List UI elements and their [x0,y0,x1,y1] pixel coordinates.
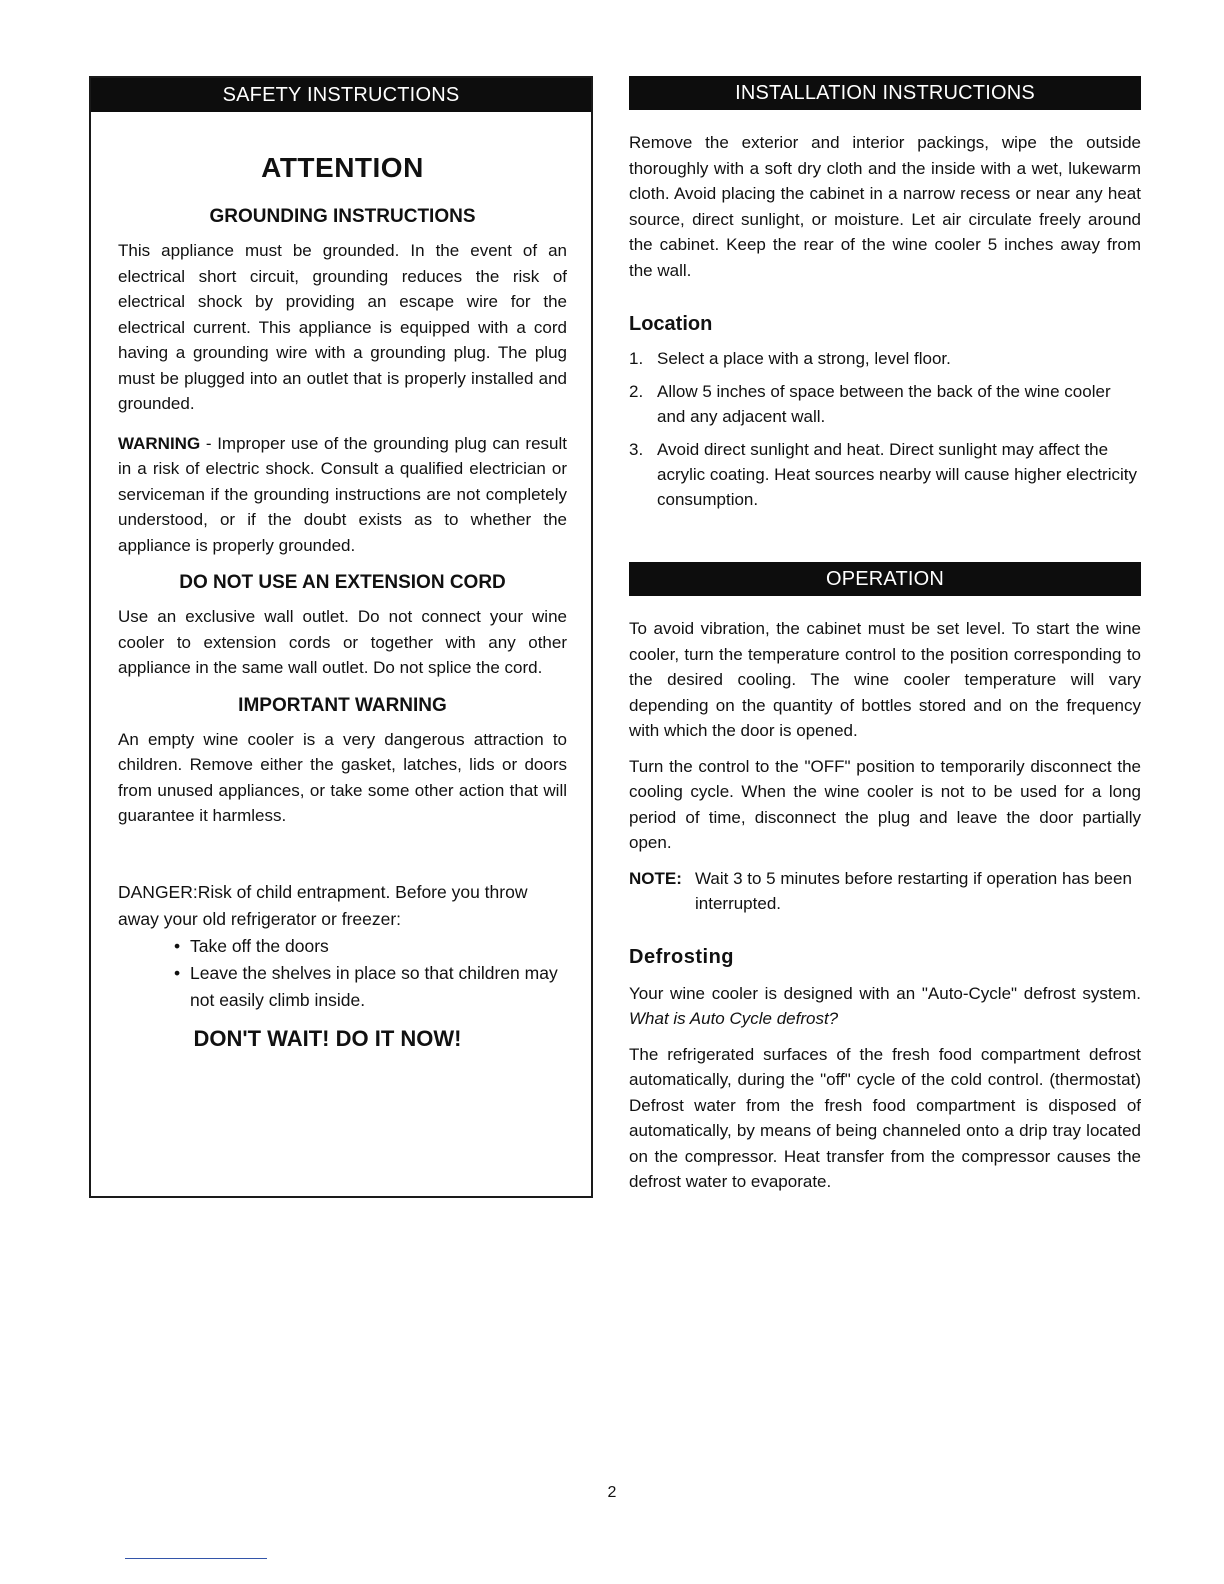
extension-text: Use an exclusive wall outlet. Do not connect your wine cooler to extension cords or together with any other appliance in the same wall outlet. Do not splice the cord. [118,607,567,677]
note [629,866,1141,916]
warning-label: WARNING [118,433,201,453]
page-number: 2 [607,1484,617,1501]
operation-header: OPERATION [629,562,1141,596]
attention-title: ATTENTION [261,152,424,183]
defrost-para-1: Your wine cooler is designed with an "Auto-Cycle" defrost system. What is Auto Cycle defrost? [629,983,1141,1028]
list-item: 2. Allow 5 inches of space between the back of the wine cooler and any adjacent wall. [629,382,1111,426]
list-item: 3. Avoid direct sunlight and heat. Direct sunlight may affect the acrylic coating. Heat sources nearby will cause higher electricity consumption. [629,440,1137,509]
defrost-para-2: The refrigerated surfaces of the fresh food compartment defrost automatically, during the "off" cycle of the cold control. (thermostat) Defrost water from the fresh food compartment is disposed of automatically, by means of being channeled onto a drip tray located on the compressor. Heat transfer from the compressor causes the defrost water to evaporate. [629,1044,1141,1191]
installation-intro: Remove the exterior and interior packings, wipe the outside thoroughly with a soft dry cloth and the inside with a wet, lukewarm cloth. Avoid placing the cabinet in a narrow recess or near any heat source, direct sunlight, or moisture. Let air circulate freely around the cabinet. Keep the rear of the wine cooler 5 inches away from the wall. [629,133,1141,280]
note-label: NOTE: [629,868,682,888]
warning-text: - Improper use of the grounding plug can result in a risk of electric shock. Consult a qualified electrician or serviceman if the grounding instructions are not completely understood, or if the doubt exists as to whether the appliance is properly grounded. [118,433,567,555]
extension-title: DO NOT USE AN EXTENSION CORD [179,572,506,593]
dont-wait-text: DON'T WAIT! DO IT NOW! [193,1025,462,1051]
right-column [629,76,1141,1195]
list-item: • Leave the shelves in place so that children may not easily climb inside. [174,960,567,1014]
footer-divider [125,1558,267,1559]
grounding-title: GROUNDING INSTRUCTIONS [209,206,476,227]
safety-panel [89,76,593,1198]
list-item: • Take off the doors [174,933,567,960]
important-warning-title: IMPORTANT WARNING [238,694,447,716]
grounding-text: This appliance must be grounded. In the event of an electrical short circuit, grounding reduces the risk of electrical shock by providing an escape wire for the electrical current. This appliance is equipped with a cord having a grounding wire with a grounding plug. The plug must be plugged into an outlet that is properly installed and grounded. [118,241,567,413]
warning-paragraph [118,431,567,559]
safety-header: SAFETY INSTRUCTIONS [91,78,591,112]
location-title: Location [629,313,713,335]
danger-bullets [118,933,567,1014]
operation-para-1: To avoid vibration, the cabinet must be set level. To start the wine cooler, turn the temperature control to the position corresponding to the desired cooling. The wine cooler temperature will vary depending on the quantity of bottles stored and on the frequency with which the door is opened. [629,619,1141,740]
defrosting-title: Defrosting [629,945,734,968]
list-item: 1. Select a place with a strong, level floor. [629,349,951,368]
operation-para-2: Turn the control to the "OFF" position to temporarily disconnect the cooling cycle. When the wine cooler is not to be used for a long period of time, disconnect the plug and leave the door partially open. [629,756,1141,852]
installation-header: INSTALLATION INSTRUCTIONS [629,76,1141,110]
location-steps [629,346,1141,512]
note-text: Wait 3 to 5 minutes before restarting if operation has been interrupted. [695,868,1132,913]
important-warning-text: An empty wine cooler is a very dangerous attraction to children. Remove either the gasket, latches, lids or doors from unused appliances, or take some other action that will guarantee it harmless. [118,729,567,825]
danger-text: DANGER:Risk of child entrapment. Before you throw away your old refrigerator or freezer: [118,881,528,929]
